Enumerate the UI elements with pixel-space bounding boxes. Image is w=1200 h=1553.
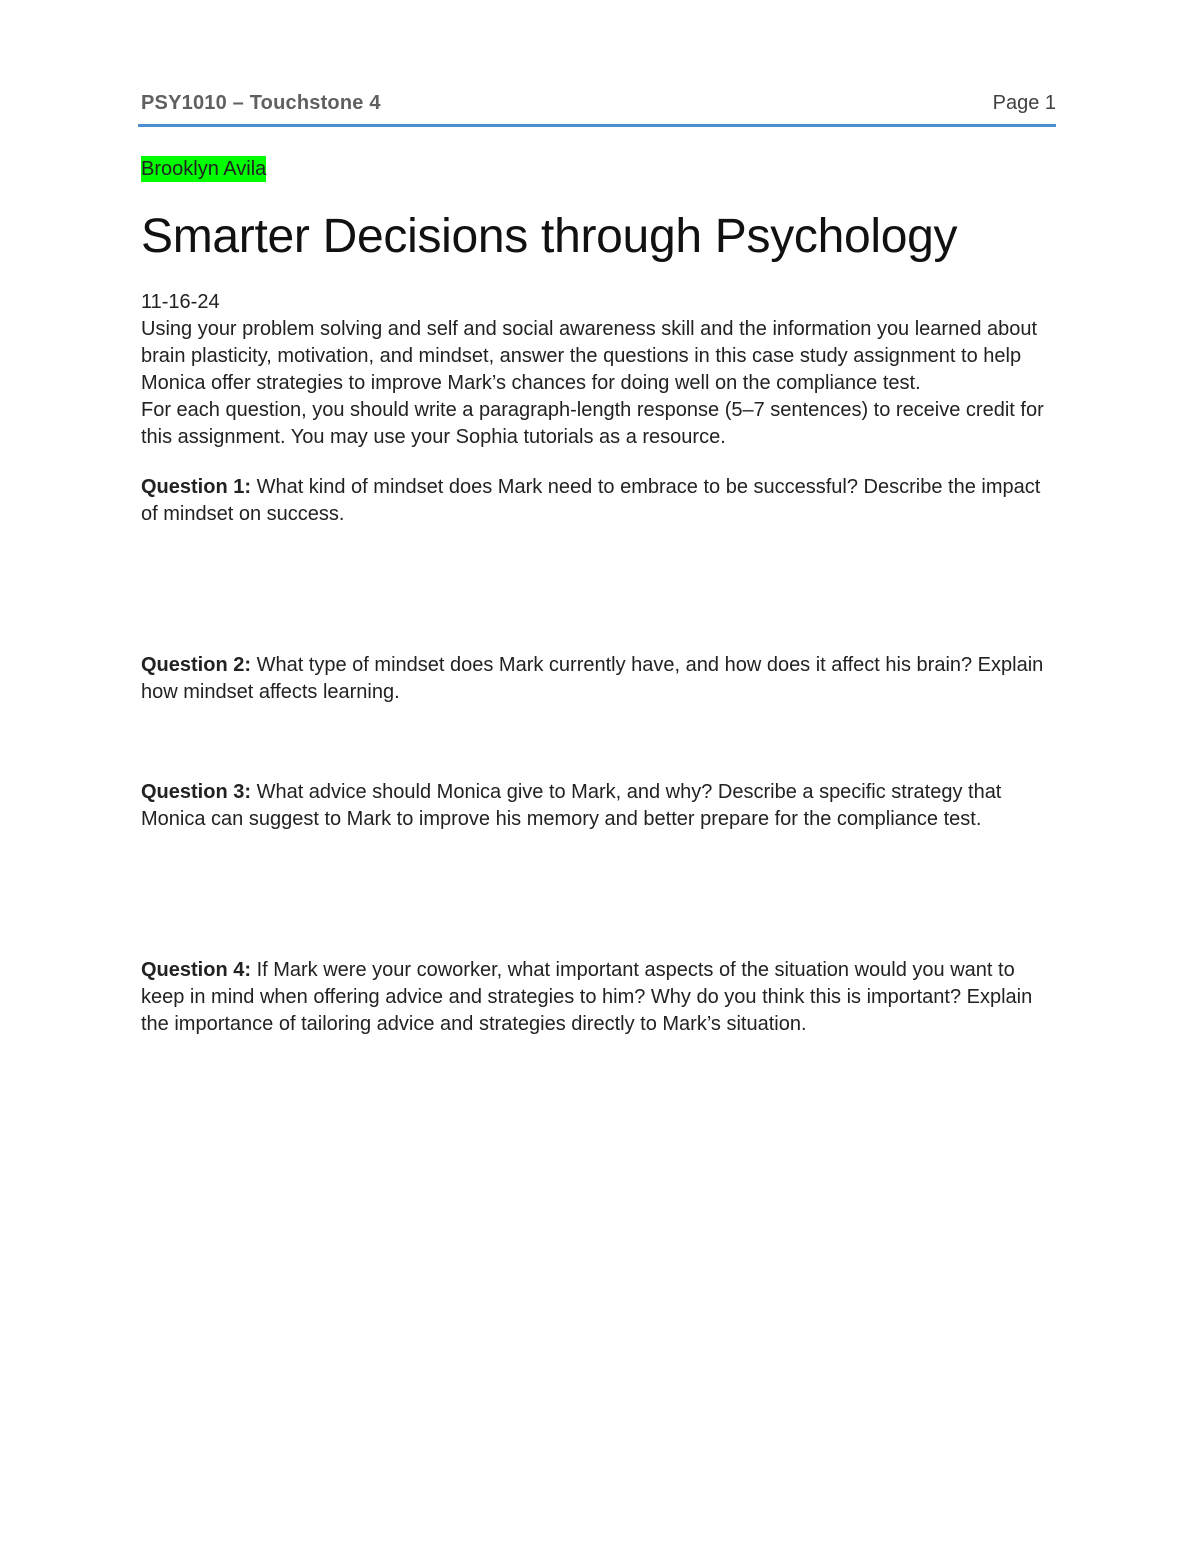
page-header: [138, 88, 1056, 127]
author-name: Brooklyn Avila: [141, 158, 267, 180]
question-2-text: What type of mindset does Mark currently have, and how does it affect his brain? Explain how mindset affects learning.: [141, 654, 1044, 703]
instructions-paragraph: For each question, you should write a paragraph-length response (5–7 sentences) to receive credit for this assignment. You may use your Sophia tutorials as a resource.: [141, 399, 1044, 448]
question-3: [141, 779, 1056, 833]
question-3-text: What advice should Monica give to Mark, and why? Describe a specific strategy that Monica can suggest to Mark to improve his memory and better prepare for the compliance test.: [141, 781, 1002, 830]
document-title: Smarter Decisions through Psychology: [141, 210, 958, 263]
question-2: [141, 652, 1056, 706]
document-body: [141, 156, 1056, 1038]
page-number: Page 1: [992, 92, 1056, 114]
question-4-text: If Mark were your coworker, what important aspects of the situation would you want to keep in mind when offering advice and strategies to him? Why do you think this is important? Explain the importance of tailoring advice and strategies directly to Mark’s situation.: [141, 959, 1033, 1035]
question-1-text: What kind of mindset does Mark need to embrace to be successful? Describe the impact of mindset on success.: [141, 476, 1041, 525]
document-date: 11-16-24: [141, 291, 220, 313]
course-title: PSY1010 – Touchstone 4: [141, 92, 381, 114]
question-2-label: Question 2:: [141, 654, 252, 676]
question-1-label: Question 1:: [141, 476, 252, 498]
question-4: [141, 957, 1056, 1038]
question-3-label: Question 3:: [141, 781, 252, 803]
question-4-label: Question 4:: [141, 959, 252, 981]
intro-paragraph: Using your problem solving and self and social awareness skill and the information you learned about brain plasticity, motivation, and mindset, answer the questions in this case study assignment to help Monica offer strategies to improve Mark’s chances for doing well on the compliance test.: [141, 318, 1038, 394]
question-1: [141, 474, 1056, 528]
